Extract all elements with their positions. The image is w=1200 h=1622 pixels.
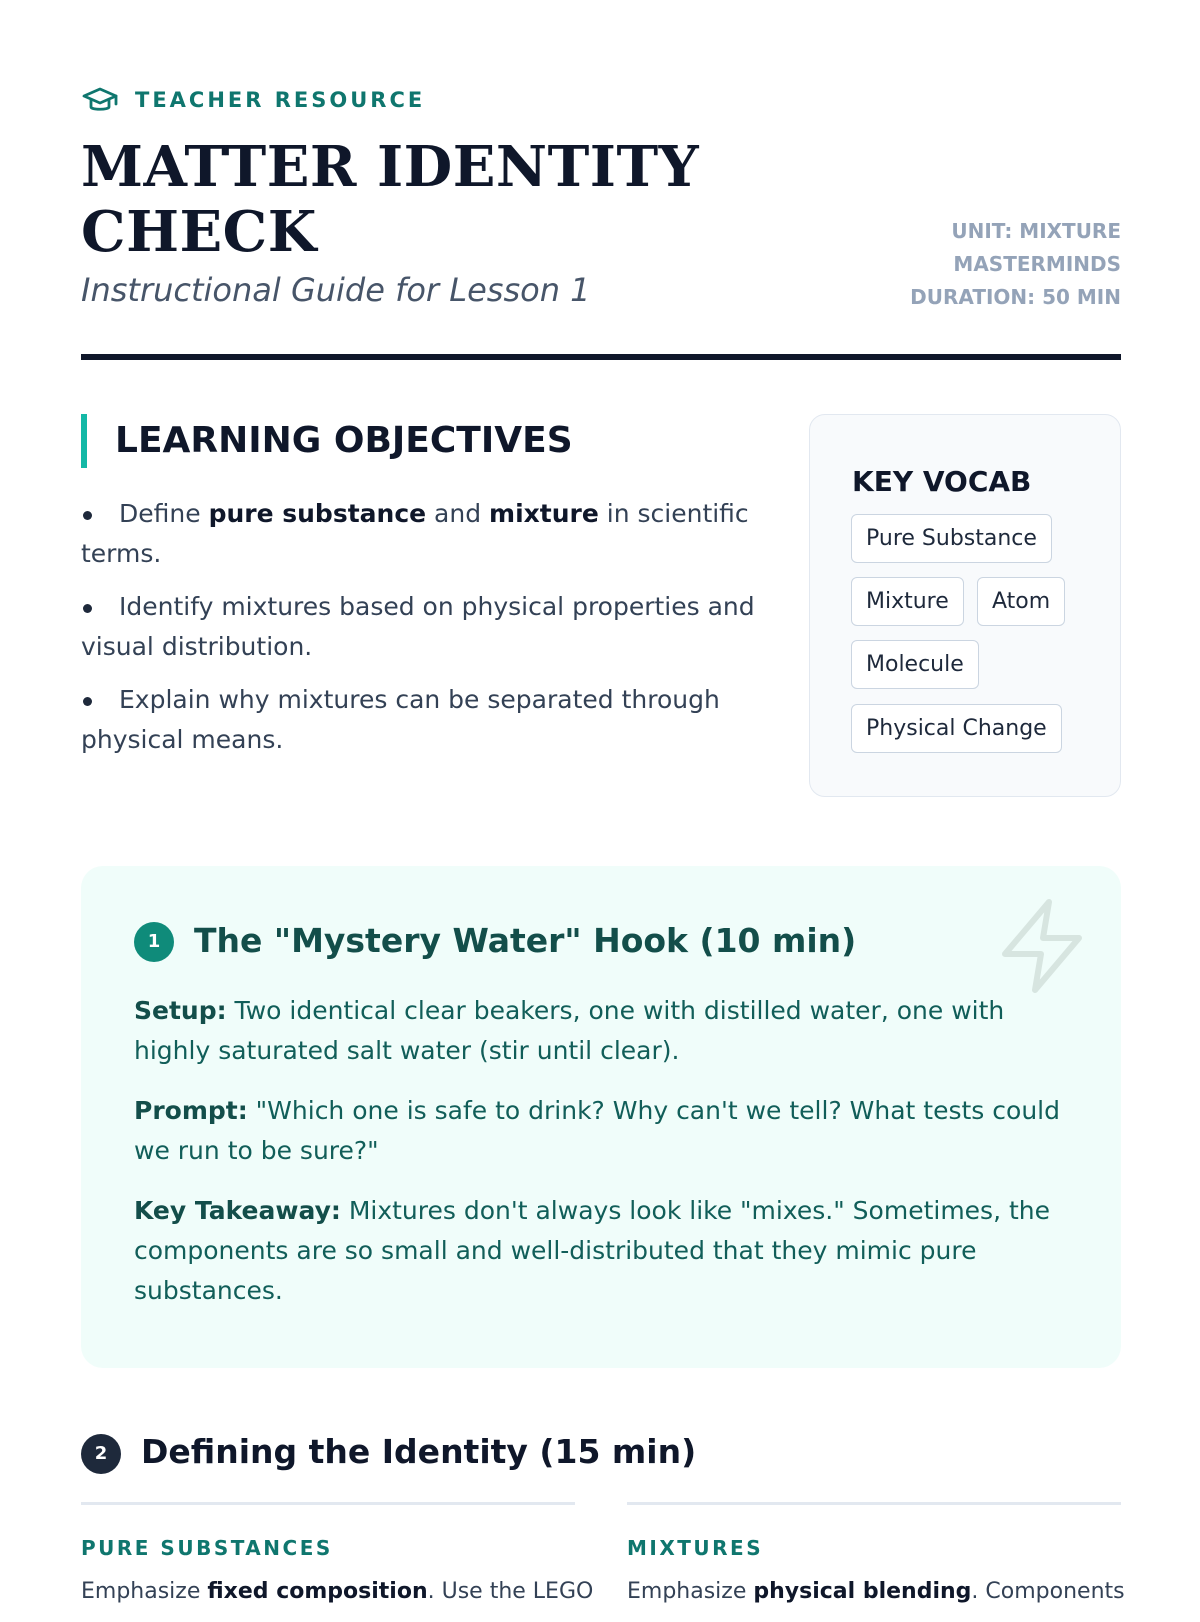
key-vocab-title: KEY VOCAB bbox=[852, 465, 1032, 498]
pure-substances-label: PURE SUBSTANCES bbox=[81, 1536, 333, 1560]
page-title-line-1: MATTER IDENTITY bbox=[81, 134, 700, 200]
vocab-chip: Atom bbox=[977, 577, 1065, 626]
header-divider bbox=[81, 354, 1121, 360]
vocab-chip: Mixture bbox=[851, 577, 964, 626]
setup-text: Two identical clear beakers, one with distilled water, one with highly saturated salt water (stir until clear). bbox=[134, 996, 1005, 1065]
objective-1-post: in scientific terms. bbox=[81, 499, 749, 568]
hook-title: The "Mystery Water" Hook (10 min) bbox=[194, 921, 857, 960]
list-item bbox=[81, 587, 781, 667]
unit-line-1: UNIT: MIXTURE bbox=[951, 219, 1121, 243]
hook-setup bbox=[134, 991, 1074, 1071]
mixtures-column bbox=[627, 1502, 1125, 1622]
setup-label: Setup: bbox=[134, 996, 227, 1025]
prompt-text: "Which one is safe to drink? Why can't we tell? What tests could we run to be sure?" bbox=[134, 1096, 1060, 1165]
unit-meta bbox=[881, 215, 1121, 314]
pure-substances-column bbox=[81, 1502, 594, 1622]
eyebrow bbox=[81, 86, 425, 114]
objectives-list bbox=[81, 494, 781, 773]
unit-line-2: MASTERMINDS bbox=[953, 252, 1121, 276]
page-title-line-2: CHECK bbox=[81, 199, 317, 265]
right-pre: Emphasize bbox=[627, 1579, 754, 1604]
page-subtitle: Instructional Guide for Lesson 1 bbox=[81, 271, 591, 309]
mixtures-text bbox=[627, 1577, 1125, 1607]
key-vocab-card bbox=[809, 414, 1121, 797]
objective-1-term-2: mixture bbox=[489, 499, 599, 528]
hook-prompt bbox=[134, 1091, 1074, 1171]
takeaway-label: Key Takeaway: bbox=[134, 1196, 341, 1225]
duration-line: DURATION: 50 MIN bbox=[910, 285, 1121, 309]
right-post: . Components bbox=[971, 1579, 1125, 1604]
objective-2-text: Identify mixtures based on physical properties and visual distribution. bbox=[81, 592, 755, 661]
vocab-chip: Molecule bbox=[851, 640, 979, 689]
takeaway-text: Mixtures don't always look like "mixes." Sometimes, the components are so small and well-distributed that they mimic pure substances. bbox=[134, 1196, 1051, 1305]
left-post: . Use the LEGO bbox=[427, 1579, 594, 1604]
lightning-bolt-icon bbox=[995, 896, 1087, 996]
left-pre: Emphasize bbox=[81, 1579, 208, 1604]
section-2-title: Defining the Identity (15 min) bbox=[141, 1432, 697, 1471]
objective-1-term-1: pure substance bbox=[208, 499, 427, 528]
hook-takeaway bbox=[134, 1191, 1074, 1311]
vocab-chip: Physical Change bbox=[851, 704, 1062, 753]
objectives-heading bbox=[81, 414, 781, 468]
right-bold: physical blending bbox=[753, 1579, 972, 1604]
objective-3-text: Explain why mixtures can be separated through physical means. bbox=[81, 685, 720, 754]
graduation-cap-icon bbox=[81, 86, 121, 114]
step-number-badge: 1 bbox=[134, 922, 174, 962]
left-bold: fixed composition bbox=[207, 1579, 428, 1604]
pure-substances-text bbox=[81, 1577, 594, 1607]
objective-1-mid: and bbox=[426, 499, 490, 528]
step-number-badge: 2 bbox=[81, 1434, 121, 1474]
list-item bbox=[81, 494, 781, 574]
prompt-label: Prompt: bbox=[134, 1096, 248, 1125]
objective-1-pre: Define bbox=[119, 499, 209, 528]
objectives-accent-bar bbox=[81, 414, 87, 468]
list-item bbox=[81, 680, 781, 760]
mixtures-label: MIXTURES bbox=[627, 1536, 764, 1560]
objectives-title: LEARNING OBJECTIVES bbox=[115, 420, 573, 461]
lesson-page bbox=[81, 0, 1125, 1604]
eyebrow-label: TEACHER RESOURCE bbox=[135, 88, 426, 112]
vocab-chip: Pure Substance bbox=[851, 514, 1052, 563]
